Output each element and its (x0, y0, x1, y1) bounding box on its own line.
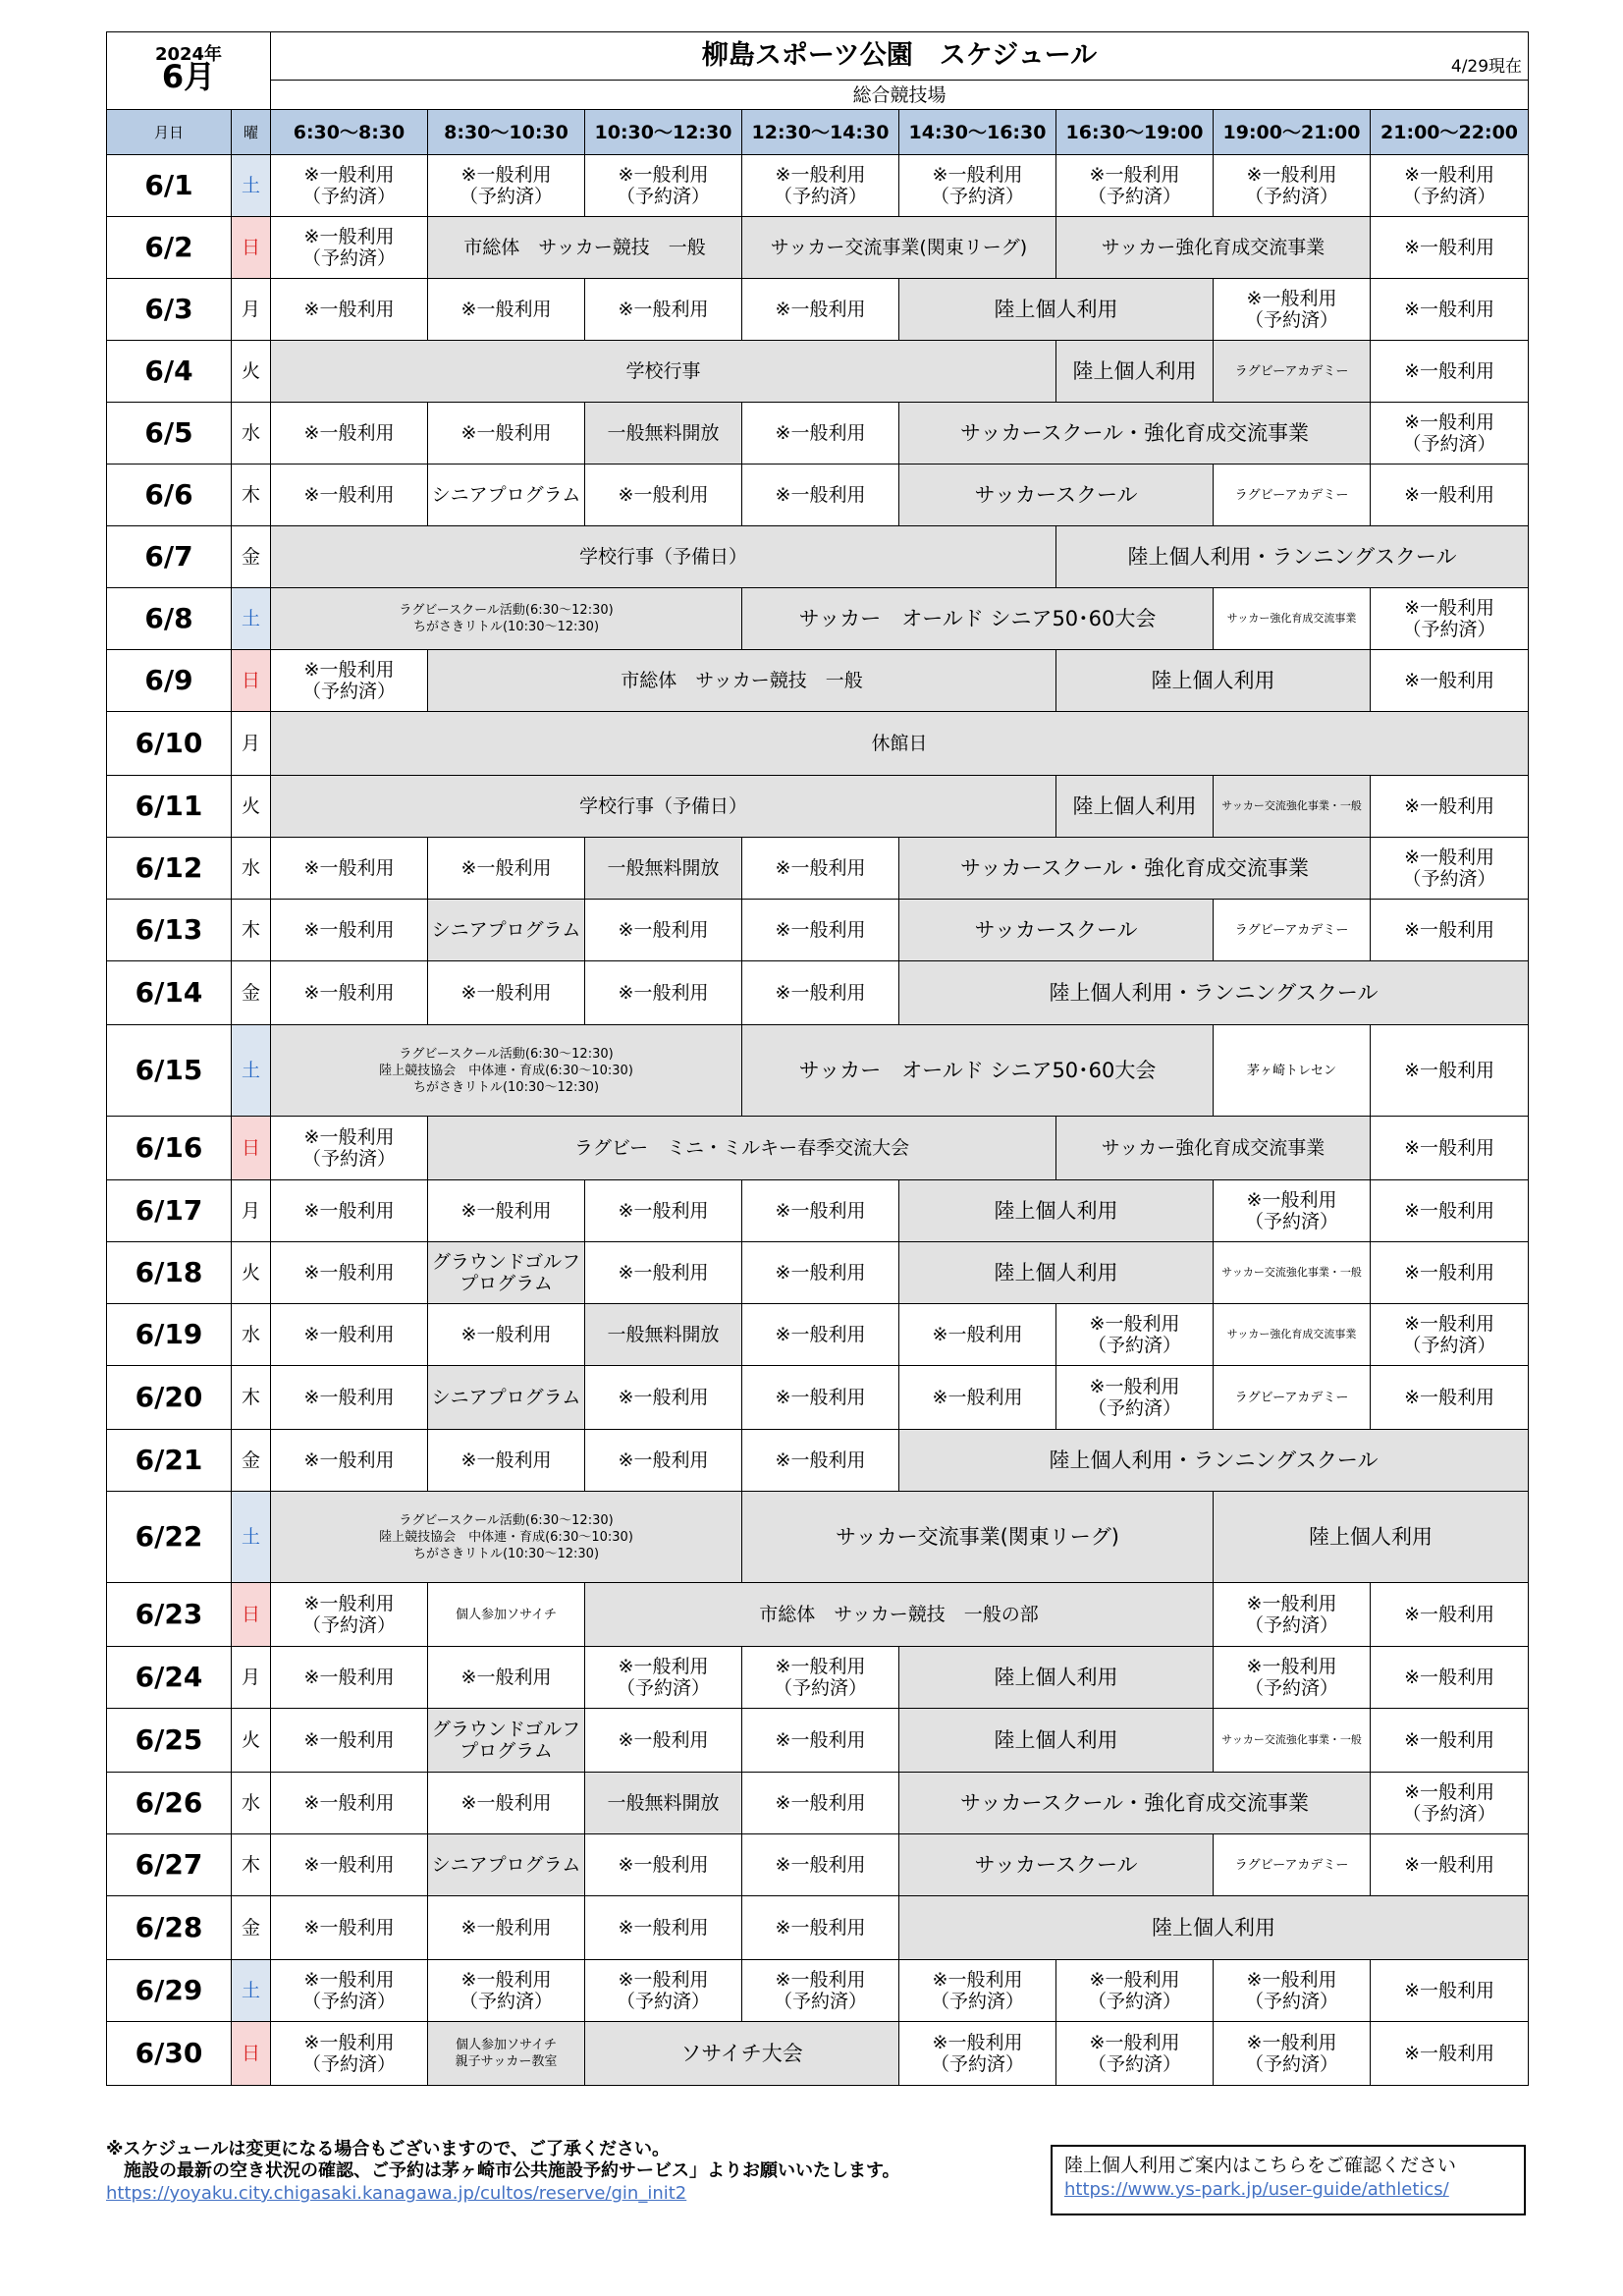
schedule-row (107, 279, 1529, 341)
row-weekday: 水 (232, 1773, 271, 1834)
schedule-cell: サッカー交流強化事業・一般 (1214, 776, 1371, 838)
schedule-cell: ※一般利用 （予約済） (1214, 155, 1371, 217)
schedule-cell: ※一般利用 （予約済） (271, 1583, 428, 1647)
schedule-cell: サッカー オールド シニア50･60大会 (742, 1025, 1214, 1117)
schedule-cell: ※一般利用 (1371, 1025, 1529, 1117)
schedule-cell: ※一般利用 （予約済） (1371, 155, 1529, 217)
row-date: 6/18 (107, 1242, 232, 1304)
schedule-cell: シニアプログラム (428, 465, 585, 526)
schedule-cell: ※一般利用 （予約済） (1214, 1583, 1371, 1647)
schedule-cell: ※一般利用 (1371, 650, 1529, 712)
schedule-row (107, 1117, 1529, 1180)
schedule-cell: ※一般利用 (742, 1430, 899, 1492)
row-date: 6/16 (107, 1117, 232, 1180)
schedule-cell: ※一般利用 (1371, 1180, 1529, 1242)
schedule-cell: ※一般利用 (271, 1896, 428, 1960)
row-date: 6/27 (107, 1834, 232, 1896)
row-weekday: 水 (232, 838, 271, 900)
schedule-cell: ※一般利用 (742, 1773, 899, 1834)
schedule-cell: ※一般利用 (1371, 1834, 1529, 1896)
schedule-cell: ※一般利用 (742, 279, 899, 341)
schedule-cell: ※一般利用 (585, 1834, 742, 1896)
schedule-cell: ※一般利用 (585, 1896, 742, 1960)
row-date: 6/17 (107, 1180, 232, 1242)
schedule-cell: ※一般利用 (271, 1304, 428, 1366)
schedule-cell: ※一般利用 （予約済） (899, 155, 1056, 217)
schedule-cell: 一般無料開放 (585, 1773, 742, 1834)
schedule-cell: ※一般利用 （予約済） (271, 1960, 428, 2022)
schedule-cell: ※一般利用 （予約済） (1371, 1773, 1529, 1834)
slot-header: 10:30～12:30 (585, 110, 742, 155)
row-date: 6/4 (107, 341, 232, 403)
schedule-cell: ※一般利用 （予約済） (1371, 1304, 1529, 1366)
schedule-cell: サッカー強化育成交流事業 (1214, 588, 1371, 650)
row-weekday: 土 (232, 1960, 271, 2022)
schedule-cell: ※一般利用 (1371, 217, 1529, 279)
slot-header: 21:00～22:00 (1371, 110, 1529, 155)
row-weekday: 日 (232, 217, 271, 279)
schedule-cell: ※一般利用 （予約済） (271, 650, 428, 712)
schedule-cell: ※一般利用 (271, 1709, 428, 1773)
schedule-row (107, 961, 1529, 1025)
schedule-cell: 陸上個人利用 (899, 1709, 1214, 1773)
schedule-row (107, 838, 1529, 900)
row-date: 6/20 (107, 1366, 232, 1430)
schedule-cell: シニアプログラム (428, 1366, 585, 1430)
as-of-date: 4/29現在 (1450, 57, 1523, 77)
schedule-row (107, 526, 1529, 588)
schedule-cell: ※一般利用 (742, 961, 899, 1025)
schedule-cell: グラウンドゴルフ プログラム (428, 1709, 585, 1773)
row-weekday: 土 (232, 1492, 271, 1583)
schedule-row (107, 1583, 1529, 1647)
schedule-cell: ※一般利用 (742, 900, 899, 961)
month-label: 6月 (161, 58, 216, 95)
schedule-cell: ※一般利用 （予約済） (585, 1647, 742, 1709)
schedule-cell: ※一般利用 (428, 1304, 585, 1366)
row-date: 6/14 (107, 961, 232, 1025)
row-date: 6/12 (107, 838, 232, 900)
row-weekday: 月 (232, 279, 271, 341)
schedule-row (107, 1896, 1529, 1960)
row-date: 6/11 (107, 776, 232, 838)
schedule-table (106, 31, 1529, 2086)
schedule-cell: ※一般利用 (585, 279, 742, 341)
schedule-cell: ※一般利用 （予約済） (585, 1960, 742, 2022)
schedule-cell: ※一般利用 (271, 1366, 428, 1430)
schedule-cell: ※一般利用 (585, 1430, 742, 1492)
schedule-cell: ※一般利用 (1371, 1960, 1529, 2022)
schedule-cell: ※一般利用 （予約済） (428, 1960, 585, 2022)
schedule-cell: ※一般利用 （予約済） (271, 1117, 428, 1180)
schedule-cell: サッカー交流事業(関東リーグ) (742, 1492, 1214, 1583)
schedule-cell: 陸上個人利用 (1056, 341, 1214, 403)
row-date: 6/26 (107, 1773, 232, 1834)
schedule-cell: ※一般利用 （予約済） (1056, 1304, 1214, 1366)
schedule-cell: ※一般利用 （予約済） (1056, 1366, 1214, 1430)
row-weekday: 火 (232, 341, 271, 403)
schedule-cell: ※一般利用 （予約済） (742, 1647, 899, 1709)
row-weekday: 土 (232, 1025, 271, 1117)
schedule-cell: ※一般利用 （予約済） (585, 155, 742, 217)
schedule-cell: ※一般利用 (1371, 1583, 1529, 1647)
schedule-cell: ※一般利用 （予約済） (271, 155, 428, 217)
schedule-row (107, 1492, 1529, 1583)
schedule-cell: 個人参加ソサイチ (428, 1583, 585, 1647)
athletics-info-link[interactable]: https://www.ys-park.jp/user-guide/athletics/ (1064, 2179, 1449, 2200)
schedule-cell: ※一般利用 (1371, 465, 1529, 526)
schedule-row (107, 1242, 1529, 1304)
schedule-cell: ※一般利用 （予約済） (1214, 1647, 1371, 1709)
schedule-cell: ※一般利用 (899, 1366, 1056, 1430)
schedule-cell: 個人参加ソサイチ 親子サッカー教室 (428, 2022, 585, 2086)
schedule-cell: サッカースクール・強化育成交流事業 (899, 1773, 1371, 1834)
athletics-info-label: 陸上個人利用ご案内はこちらをご確認ください (1064, 2155, 1457, 2176)
schedule-row (107, 1960, 1529, 2022)
row-date: 6/30 (107, 2022, 232, 2086)
schedule-cell: 一般無料開放 (585, 403, 742, 465)
schedule-cell: ※一般利用 (271, 1180, 428, 1242)
row-weekday: 月 (232, 1180, 271, 1242)
schedule-cell: ※一般利用 （予約済） (899, 2022, 1056, 2086)
schedule-cell: ※一般利用 (271, 403, 428, 465)
schedule-cell: 陸上個人利用 (899, 1242, 1214, 1304)
row-date: 6/19 (107, 1304, 232, 1366)
row-date: 6/29 (107, 1960, 232, 2022)
row-date: 6/2 (107, 217, 232, 279)
schedule-cell: 学校行事 (271, 341, 1056, 403)
schedule-cell: ※一般利用 (271, 900, 428, 961)
schedule-cell: サッカー強化育成交流事業 (1056, 217, 1371, 279)
schedule-cell: 市総体 サッカー競技 一般の部 (585, 1583, 1214, 1647)
schedule-cell: ※一般利用 (271, 1834, 428, 1896)
schedule-cell: ※一般利用 （予約済） (1214, 1180, 1371, 1242)
schedule-cell: ※一般利用 (271, 465, 428, 526)
schedule-cell: ※一般利用 (1371, 1117, 1529, 1180)
schedule-cell: ※一般利用 (742, 1709, 899, 1773)
schedule-cell: 一般無料開放 (585, 838, 742, 900)
col-date-header: 月日 (107, 110, 232, 155)
row-date: 6/5 (107, 403, 232, 465)
schedule-cell: ※一般利用 （予約済） (428, 155, 585, 217)
schedule-row (107, 1709, 1529, 1773)
row-date: 6/22 (107, 1492, 232, 1583)
schedule-cell: ※一般利用 (585, 1709, 742, 1773)
schedule-cell: 陸上個人利用・ランニングスクール (1056, 526, 1529, 588)
schedule-cell: ラグビースクール活動(6:30～12:30) 陸上競技協会 中体連・育成(6:30～10:30) ちがさきリトル(10:30～12:30) (271, 1492, 742, 1583)
schedule-cell: ※一般利用 (585, 1366, 742, 1430)
schedule-cell: ラグビーアカデミー (1214, 1366, 1371, 1430)
schedule-cell: グラウンドゴルフ プログラム (428, 1242, 585, 1304)
schedule-row (107, 155, 1529, 217)
schedule-cell: ※一般利用 (428, 961, 585, 1025)
row-date: 6/10 (107, 712, 232, 776)
footer (106, 2139, 1528, 2247)
schedule-cell: ※一般利用 (1371, 279, 1529, 341)
schedule-cell: シニアプログラム (428, 1834, 585, 1896)
schedule-cell: ※一般利用 (585, 961, 742, 1025)
row-weekday: 木 (232, 465, 271, 526)
schedule-cell: 市総体 サッカー競技 一般 (428, 217, 742, 279)
row-weekday: 水 (232, 1304, 271, 1366)
row-weekday: 水 (232, 403, 271, 465)
schedule-cell: ※一般利用 (428, 403, 585, 465)
schedule-cell: ※一般利用 (742, 838, 899, 900)
schedule-cell: ※一般利用 (428, 279, 585, 341)
schedule-cell: ※一般利用 (271, 1242, 428, 1304)
schedule-row (107, 465, 1529, 526)
col-dow-header: 曜 (232, 110, 271, 155)
schedule-cell: 陸上個人利用・ランニングスクール (899, 961, 1529, 1025)
schedule-cell: サッカー交流事業(関東リーグ) (742, 217, 1056, 279)
schedule-cell: ※一般利用 (1371, 1242, 1529, 1304)
schedule-cell: ※一般利用 (1371, 1366, 1529, 1430)
athletics-info-box (1051, 2145, 1526, 2215)
row-weekday: 木 (232, 1834, 271, 1896)
schedule-cell: ※一般利用 （予約済） (1214, 2022, 1371, 2086)
slot-header: 14:30～16:30 (899, 110, 1056, 155)
schedule-cell: シニアプログラム (428, 900, 585, 961)
row-date: 6/15 (107, 1025, 232, 1117)
row-date: 6/13 (107, 900, 232, 961)
row-date: 6/8 (107, 588, 232, 650)
schedule-cell: ※一般利用 (428, 1896, 585, 1960)
facility-name: 総合競技場 (271, 81, 1529, 110)
schedule-cell: 陸上個人利用 (899, 279, 1214, 341)
schedule-cell: ※一般利用 (742, 1834, 899, 1896)
schedule-cell: ※一般利用 (742, 1180, 899, 1242)
schedule-row (107, 1430, 1529, 1492)
schedule-cell: 陸上個人利用 (1056, 650, 1371, 712)
row-date: 6/1 (107, 155, 232, 217)
row-weekday: 日 (232, 2022, 271, 2086)
schedule-cell: ※一般利用 (585, 465, 742, 526)
schedule-cell: ラグビーアカデミー (1214, 900, 1371, 961)
schedule-row (107, 217, 1529, 279)
reservation-link[interactable]: https://yoyaku.city.chigasaki.kanagawa.jp/cultos/reserve/gin_init2 (106, 2183, 687, 2204)
schedule-cell: ※一般利用 (1371, 2022, 1529, 2086)
schedule-cell: 茅ヶ崎トレセン (1214, 1025, 1371, 1117)
schedule-cell: ラグビーアカデミー (1214, 341, 1371, 403)
schedule-row (107, 1180, 1529, 1242)
schedule-row (107, 1773, 1529, 1834)
schedule-row (107, 588, 1529, 650)
schedule-cell: サッカー交流強化事業・一般 (1214, 1242, 1371, 1304)
schedule-cell: ※一般利用 (742, 1366, 899, 1430)
schedule-cell: ※一般利用 （予約済） (1214, 279, 1371, 341)
year-label: 2024年 (154, 44, 223, 65)
row-weekday: 金 (232, 961, 271, 1025)
schedule-cell: ※一般利用 （予約済） (271, 217, 428, 279)
schedule-cell: ラグビースクール活動(6:30～12:30) 陸上競技協会 中体連・育成(6:30～10:30) ちがさきリトル(10:30～12:30) (271, 1025, 742, 1117)
row-weekday: 木 (232, 1366, 271, 1430)
schedule-cell: ※一般利用 (271, 1430, 428, 1492)
row-weekday: 金 (232, 526, 271, 588)
slot-header: 6:30～8:30 (271, 110, 428, 155)
schedule-cell: ※一般利用 (742, 465, 899, 526)
schedule-cell: ※一般利用 （予約済） (1056, 2022, 1214, 2086)
row-weekday: 日 (232, 1117, 271, 1180)
schedule-cell: ソサイチ大会 (585, 2022, 899, 2086)
schedule-cell: サッカースクール (899, 900, 1214, 961)
column-header-row (107, 110, 1529, 155)
schedule-row (107, 403, 1529, 465)
row-date: 6/25 (107, 1709, 232, 1773)
row-weekday: 日 (232, 1583, 271, 1647)
row-weekday: 金 (232, 1896, 271, 1960)
row-weekday: 日 (232, 650, 271, 712)
row-date: 6/7 (107, 526, 232, 588)
schedule-cell: ※一般利用 （予約済） (742, 155, 899, 217)
schedule-cell: ※一般利用 （予約済） (742, 1960, 899, 2022)
schedule-cell: 一般無料開放 (585, 1304, 742, 1366)
schedule-cell: ※一般利用 (271, 279, 428, 341)
footer-note-reservation: 施設の最新の空き状況の確認、ご予約は茅ヶ崎市公共施設予約サービス」よりお願いいたします。 (106, 2160, 900, 2181)
schedule-cell: ※一般利用 （予約済） (271, 2022, 428, 2086)
schedule-row (107, 2022, 1529, 2086)
schedule-cell: ※一般利用 (585, 1180, 742, 1242)
schedule-cell: サッカー強化育成交流事業 (1214, 1304, 1371, 1366)
year-month-cell (107, 32, 271, 110)
schedule-cell: ※一般利用 (428, 1647, 585, 1709)
schedule-cell: ※一般利用 (1371, 776, 1529, 838)
schedule-row (107, 1025, 1529, 1117)
schedule-cell: 休館日 (271, 712, 1529, 776)
schedule-cell: ※一般利用 (1371, 341, 1529, 403)
schedule-cell: サッカー強化育成交流事業 (1056, 1117, 1371, 1180)
slot-header: 16:30～19:00 (1056, 110, 1214, 155)
schedule-cell: サッカースクール・強化育成交流事業 (899, 403, 1371, 465)
schedule-cell: ※一般利用 （予約済） (1371, 588, 1529, 650)
schedule-cell: ※一般利用 (271, 838, 428, 900)
row-date: 6/23 (107, 1583, 232, 1647)
slot-header: 19:00～21:00 (1214, 110, 1371, 155)
schedule-row (107, 341, 1529, 403)
schedule-cell: ※一般利用 (585, 1242, 742, 1304)
row-date: 6/9 (107, 650, 232, 712)
schedule-cell: ※一般利用 （予約済） (1056, 1960, 1214, 2022)
schedule-cell: ※一般利用 (428, 1180, 585, 1242)
schedule-row (107, 1366, 1529, 1430)
schedule-cell: ※一般利用 (428, 1773, 585, 1834)
schedule-cell: 陸上個人利用 (899, 1180, 1214, 1242)
schedule-cell: ※一般利用 (742, 403, 899, 465)
row-date: 6/24 (107, 1647, 232, 1709)
schedule-row (107, 900, 1529, 961)
schedule-row (107, 712, 1529, 776)
row-weekday: 火 (232, 1709, 271, 1773)
schedule-cell: 学校行事（予備日） (271, 526, 1056, 588)
row-date: 6/28 (107, 1896, 232, 1960)
row-date: 6/21 (107, 1430, 232, 1492)
title-cell (271, 32, 1529, 81)
schedule-cell: ※一般利用 (271, 1773, 428, 1834)
schedule-cell: ※一般利用 (428, 838, 585, 900)
row-date: 6/3 (107, 279, 232, 341)
schedule-cell: ※一般利用 (742, 1304, 899, 1366)
schedule-cell: ※一般利用 （予約済） (1214, 1960, 1371, 2022)
page-title: 柳島スポーツ公園 スケジュール (701, 40, 1098, 71)
row-weekday: 火 (232, 1242, 271, 1304)
schedule-cell: 陸上個人利用 (1056, 776, 1214, 838)
schedule-cell: サッカースクール (899, 1834, 1214, 1896)
schedule-cell: ラグビースクール活動(6:30～12:30) ちがさきリトル(10:30～12:30) (271, 588, 742, 650)
schedule-cell: 陸上個人利用 (899, 1896, 1529, 1960)
schedule-row (107, 1647, 1529, 1709)
schedule-cell: ラグビーアカデミー (1214, 465, 1371, 526)
slot-header: 8:30～10:30 (428, 110, 585, 155)
schedule-cell: ※一般利用 (585, 900, 742, 961)
row-weekday: 土 (232, 155, 271, 217)
row-weekday: 火 (232, 776, 271, 838)
schedule-cell: ※一般利用 (271, 961, 428, 1025)
schedule-row (107, 1304, 1529, 1366)
schedule-cell: ※一般利用 (428, 1430, 585, 1492)
schedule-row (107, 776, 1529, 838)
schedule-cell: ※一般利用 (742, 1896, 899, 1960)
schedule-cell: ラグビーアカデミー (1214, 1834, 1371, 1896)
schedule-cell: サッカー交流強化事業・一般 (1214, 1709, 1371, 1773)
schedule-cell: 市総体 サッカー競技 一般 (428, 650, 1056, 712)
schedule-cell: ※一般利用 （予約済） (899, 1960, 1056, 2022)
row-weekday: 月 (232, 1647, 271, 1709)
schedule-row (107, 650, 1529, 712)
schedule-cell: 学校行事（予備日） (271, 776, 1056, 838)
row-weekday: 木 (232, 900, 271, 961)
schedule-cell: ※一般利用 (1371, 1709, 1529, 1773)
schedule-cell: サッカースクール・強化育成交流事業 (899, 838, 1371, 900)
row-weekday: 月 (232, 712, 271, 776)
schedule-cell: ※一般利用 (1371, 1647, 1529, 1709)
schedule-cell: 陸上個人利用・ランニングスクール (899, 1430, 1529, 1492)
schedule-cell: 陸上個人利用 (1214, 1492, 1529, 1583)
row-weekday: 金 (232, 1430, 271, 1492)
row-date: 6/6 (107, 465, 232, 526)
slot-header: 12:30～14:30 (742, 110, 899, 155)
schedule-cell: ラグビー ミニ・ミルキー春季交流大会 (428, 1117, 1056, 1180)
schedule-cell: ※一般利用 （予約済） (1371, 838, 1529, 900)
schedule-sheet (106, 31, 1528, 2086)
schedule-cell: ※一般利用 (899, 1304, 1056, 1366)
footer-note-change: ※スケジュールは変更になる場合もございますので、ご了承ください。 (106, 2139, 671, 2159)
schedule-cell: ※一般利用 (1371, 900, 1529, 961)
schedule-cell: サッカー オールド シニア50･60大会 (742, 588, 1214, 650)
schedule-cell: ※一般利用 (742, 1242, 899, 1304)
schedule-cell: ※一般利用 （予約済） (1056, 155, 1214, 217)
schedule-row (107, 1834, 1529, 1896)
schedule-cell: ※一般利用 (271, 1647, 428, 1709)
schedule-cell: サッカースクール (899, 465, 1214, 526)
schedule-cell: 陸上個人利用 (899, 1647, 1214, 1709)
row-weekday: 土 (232, 588, 271, 650)
schedule-cell: ※一般利用 （予約済） (1371, 403, 1529, 465)
